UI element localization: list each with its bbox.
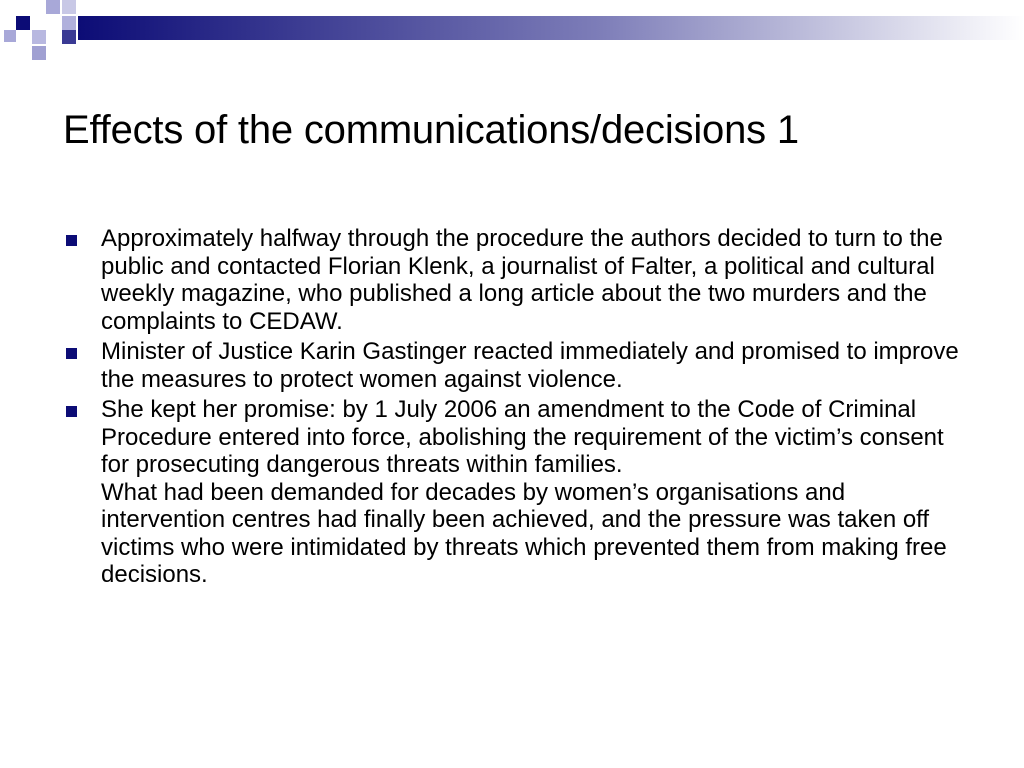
header-gradient-bar	[78, 16, 1024, 40]
header-decoration	[0, 0, 1024, 70]
deco-square-light	[62, 16, 76, 30]
deco-square-light	[32, 46, 46, 60]
bullet-text: Approximately halfway through the procedure the authors decided to turn to the public and contacted Florian Klenk, a journalist of Falter, a political and cultural weekly magazine, who published a long article about the two murders and the complaints to CEDAW.	[101, 225, 943, 335]
square-bullet-icon	[66, 235, 77, 246]
deco-square-light	[62, 0, 76, 14]
bullet-text: Minister of Justice Karin Gastinger reacted immediately and promised to improve the measures to protect women against violence.	[101, 338, 959, 393]
bullet-item	[64, 396, 964, 589]
bullet-text: She kept her promise: by 1 July 2006 an amendment to the Code of Criminal Procedure entered into force, abolishing the requirement of the victim’s consent for prosecuting dangerous threats within families.	[101, 396, 944, 478]
bullet-list	[64, 225, 964, 592]
bullet-continuation-text: What had been demanded for decades by women’s organisations and intervention centres had finally been achieved, and the pressure was taken off victims who were intimidated by threats which prevented them from making free decisions.	[101, 478, 947, 588]
bullet-item	[64, 225, 964, 335]
deco-square-light	[32, 30, 46, 44]
deco-square-light	[46, 0, 60, 14]
square-bullet-icon	[66, 348, 77, 359]
bullet-item	[64, 338, 964, 393]
deco-square-dark	[62, 30, 76, 44]
deco-square-light	[4, 30, 16, 42]
square-bullet-icon	[66, 406, 77, 417]
slide-title: Effects of the communications/decisions 1	[63, 108, 799, 152]
deco-square-dark	[16, 16, 30, 30]
